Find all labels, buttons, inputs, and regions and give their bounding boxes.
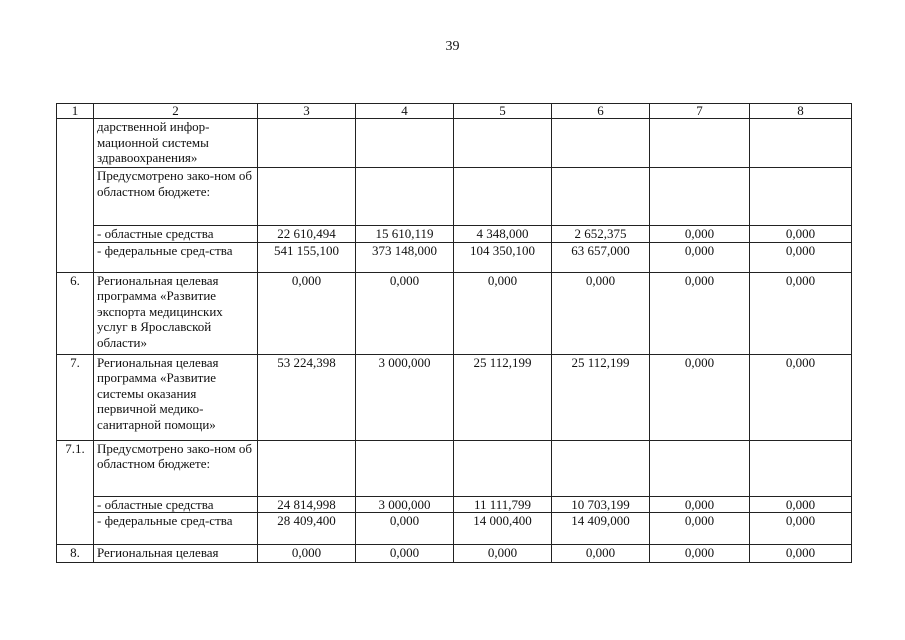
budget-table xyxy=(56,103,852,563)
value-cell: 10 703,199 xyxy=(552,496,650,513)
row-number: 7.1. xyxy=(57,440,94,545)
value-cell: 0,000 xyxy=(750,272,852,354)
value-cell: 28 409,400 xyxy=(258,513,356,545)
header-cell: 7 xyxy=(650,104,750,119)
value-cell: 0,000 xyxy=(454,272,552,354)
row-name: - федеральные сред-ства xyxy=(94,242,258,272)
value-cell xyxy=(750,168,852,226)
value-cell: 0,000 xyxy=(356,545,454,563)
value-cell: 0,000 xyxy=(650,272,750,354)
table-row xyxy=(57,119,852,168)
value-cell xyxy=(258,440,356,496)
value-cell: 0,000 xyxy=(650,226,750,243)
value-cell: 0,000 xyxy=(650,513,750,545)
table-row xyxy=(57,242,852,272)
header-cell: 5 xyxy=(454,104,552,119)
value-cell xyxy=(552,168,650,226)
value-cell: 24 814,998 xyxy=(258,496,356,513)
header-cell: 6 xyxy=(552,104,650,119)
table-row xyxy=(57,226,852,243)
value-cell: 0,000 xyxy=(454,545,552,563)
value-cell xyxy=(356,440,454,496)
value-cell xyxy=(356,168,454,226)
row-number xyxy=(57,119,94,273)
value-cell: 11 111,799 xyxy=(454,496,552,513)
row-number: 8. xyxy=(57,545,94,563)
row-name: Региональная целевая программа «Развитие системы оказания первичной медико-санитарной помощи» xyxy=(94,354,258,440)
value-cell: 0,000 xyxy=(650,242,750,272)
value-cell: 373 148,000 xyxy=(356,242,454,272)
value-cell: 14 409,000 xyxy=(552,513,650,545)
value-cell: 0,000 xyxy=(650,496,750,513)
value-cell: 0,000 xyxy=(552,272,650,354)
value-cell: 104 350,100 xyxy=(454,242,552,272)
value-cell xyxy=(650,168,750,226)
value-cell xyxy=(356,119,454,168)
value-cell: 2 652,375 xyxy=(552,226,650,243)
header-cell: 8 xyxy=(750,104,852,119)
value-cell: 3 000,000 xyxy=(356,354,454,440)
value-cell: 0,000 xyxy=(356,513,454,545)
table-row xyxy=(57,440,852,496)
row-name: - областные средства xyxy=(94,226,258,243)
value-cell xyxy=(454,168,552,226)
value-cell: 0,000 xyxy=(750,354,852,440)
row-name: Региональная целевая программа «Развитие экспорта медицинских услуг в Ярославской области» xyxy=(94,272,258,354)
value-cell: 53 224,398 xyxy=(258,354,356,440)
row-name: дарственной инфор-мационной системы здравоохранения» xyxy=(94,119,258,168)
table-row xyxy=(57,496,852,513)
table-row xyxy=(57,272,852,354)
page-number: 39 xyxy=(445,39,460,54)
header-cell: 1 xyxy=(57,104,94,119)
table-row xyxy=(57,545,852,563)
value-cell: 3 000,000 xyxy=(356,496,454,513)
value-cell: 14 000,400 xyxy=(454,513,552,545)
value-cell: 0,000 xyxy=(356,272,454,354)
value-cell xyxy=(454,440,552,496)
value-cell: 25 112,199 xyxy=(454,354,552,440)
value-cell: 0,000 xyxy=(750,545,852,563)
header-cell: 3 xyxy=(258,104,356,119)
value-cell xyxy=(258,168,356,226)
value-cell xyxy=(258,119,356,168)
value-cell: 22 610,494 xyxy=(258,226,356,243)
value-cell: 4 348,000 xyxy=(454,226,552,243)
value-cell: 15 610,119 xyxy=(356,226,454,243)
table-row xyxy=(57,354,852,440)
row-name: - федеральные сред-ства xyxy=(94,513,258,545)
row-name: Предусмотрено зако-ном об областном бюджете: xyxy=(94,168,258,226)
value-cell xyxy=(454,119,552,168)
header-cell: 4 xyxy=(356,104,454,119)
value-cell: 0,000 xyxy=(650,354,750,440)
value-cell: 0,000 xyxy=(750,242,852,272)
value-cell xyxy=(750,119,852,168)
value-cell: 63 657,000 xyxy=(552,242,650,272)
value-cell: 0,000 xyxy=(650,545,750,563)
value-cell: 0,000 xyxy=(750,496,852,513)
value-cell: 0,000 xyxy=(258,272,356,354)
row-number: 6. xyxy=(57,272,94,354)
table-row xyxy=(57,513,852,545)
value-cell xyxy=(650,119,750,168)
value-cell xyxy=(552,119,650,168)
value-cell: 0,000 xyxy=(750,513,852,545)
value-cell xyxy=(750,440,852,496)
value-cell: 541 155,100 xyxy=(258,242,356,272)
value-cell: 0,000 xyxy=(552,545,650,563)
value-cell xyxy=(650,440,750,496)
row-name: - областные средства xyxy=(94,496,258,513)
header-row xyxy=(57,104,852,119)
value-cell xyxy=(552,440,650,496)
value-cell: 25 112,199 xyxy=(552,354,650,440)
table-row xyxy=(57,168,852,226)
value-cell: 0,000 xyxy=(258,545,356,563)
value-cell: 0,000 xyxy=(750,226,852,243)
row-name: Региональная целевая xyxy=(94,545,258,563)
row-number: 7. xyxy=(57,354,94,440)
row-name: Предусмотрено зако-ном об областном бюджете: xyxy=(94,440,258,496)
header-cell: 2 xyxy=(94,104,258,119)
